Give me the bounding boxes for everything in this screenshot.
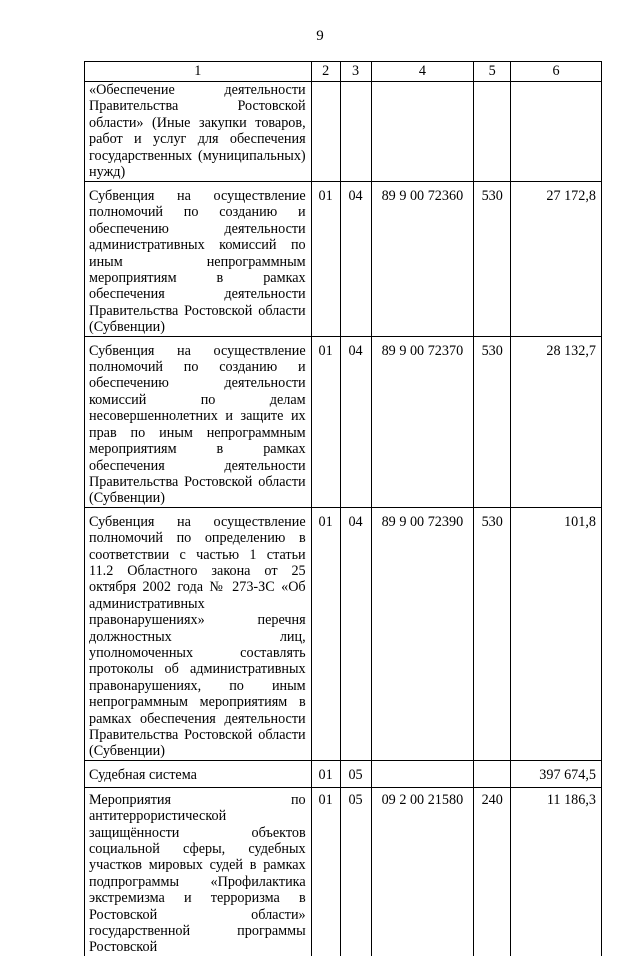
row-expense-type: 530 [474,507,511,760]
table-row [85,507,602,760]
row-subsection [340,82,371,182]
row-section: 01 [311,182,340,337]
row-section: 01 [311,336,340,507]
column-header-3: 3 [340,62,371,82]
table-row [85,336,602,507]
column-header-2: 2 [311,62,340,82]
row-name: Субвенция на осуществление полномочий по созданию и обеспечению деятельности административных комиссий по иным непрограммным мероприятиям в рамках обеспечения деятельности Правительства Ростовской области (Субвенции) [85,182,312,337]
row-subsection: 05 [340,760,371,787]
row-name: Субвенция на осуществление полномочий по созданию и обеспечению деятельности комиссий по делам несовершеннолетних и защите их прав по иным непрограммным мероприятиям в рамках обеспечения деятельности Правительства Ростовской области (Субвенции) [85,336,312,507]
column-header-1: 1 [85,62,312,82]
row-target-code [371,82,474,182]
table-header [85,62,602,82]
row-target-code: 09 2 00 21580 [371,787,474,956]
row-amount: 28 132,7 [511,336,602,507]
row-name: Субвенция на осуществление полномочий по определению в соответствии с частью 1 статьи 11.2 Областного закона от 25 октября 2002 года № 273-ЗС «Об административных правонарушениях» перечня должностных лиц, уполномоченных составлять протоколы об административных правонарушениях, по иным непрограммным мероприятиям в рамках обеспечения деятельности Правительства Ростовской области (Субвенции) [85,507,312,760]
row-expense-type: 240 [474,787,511,956]
row-section: 01 [311,507,340,760]
row-expense-type [474,82,511,182]
row-amount: 397 674,5 [511,760,602,787]
row-target-code: 89 9 00 72360 [371,182,474,337]
row-target-code: 89 9 00 72390 [371,507,474,760]
column-header-6: 6 [511,62,602,82]
row-subsection: 05 [340,787,371,956]
row-expense-type: 530 [474,336,511,507]
row-amount [511,82,602,182]
table-row [85,182,602,337]
row-target-code [371,760,474,787]
page-number: 9 [316,28,324,44]
row-amount: 11 186,3 [511,787,602,956]
row-name: Судебная система [85,760,312,787]
table-row [85,760,602,787]
row-name: Мероприятия по антитеррористической защищённости объектов социальной сферы, судебных участков мировых судей в рамках подпрограммы «Профилактика экстремизма и терроризма в Ростовской области» государственной программы Ростовской [85,787,312,956]
row-target-code: 89 9 00 72370 [371,336,474,507]
column-header-4: 4 [371,62,474,82]
budget-table [84,61,602,956]
row-subsection: 04 [340,182,371,337]
table-row [85,787,602,956]
row-section [311,82,340,182]
row-subsection: 04 [340,507,371,760]
row-name: «Обеспечение деятельности Правительства Ростовской области» (Иные закупки товаров, работ и услуг для обеспечения государственных (муниципальных) нужд) [85,82,312,182]
row-amount: 101,8 [511,507,602,760]
row-section: 01 [311,787,340,956]
table-row [85,82,602,182]
row-amount: 27 172,8 [511,182,602,337]
row-section: 01 [311,760,340,787]
row-expense-type [474,760,511,787]
row-subsection: 04 [340,336,371,507]
row-expense-type: 530 [474,182,511,337]
column-header-5: 5 [474,62,511,82]
